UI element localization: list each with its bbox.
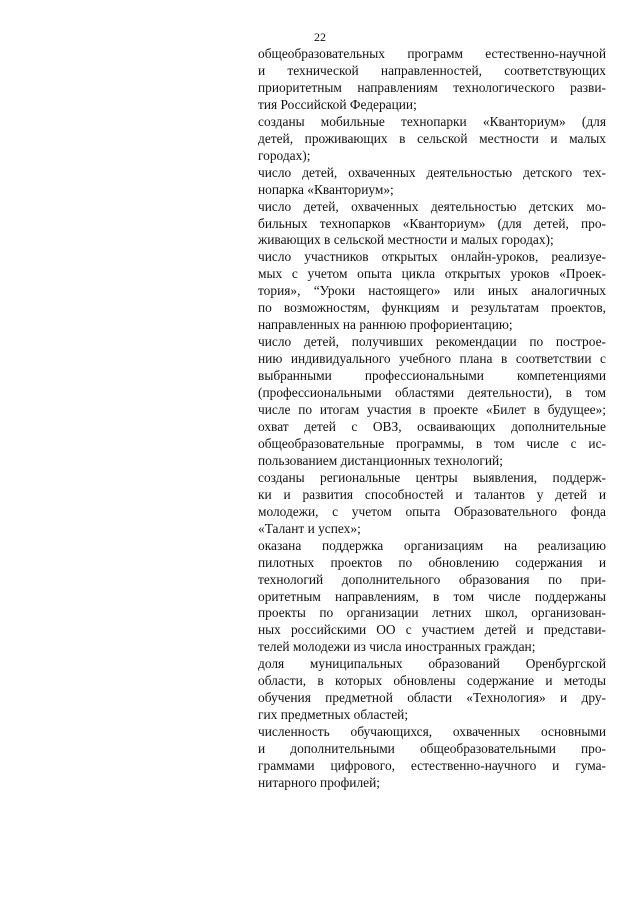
text-line: ки и развития способностей и талантов у детей и xyxy=(258,486,606,502)
text-line: созданы региональные центры выявления, поддерж- xyxy=(258,469,606,485)
text-line: нию индивидуального учебного плана в соответствии с xyxy=(258,351,606,367)
document-text-column xyxy=(258,46,606,792)
text-line: молодежи, с учетом опыта Образовательного фонда xyxy=(258,503,606,519)
text-line: живающих в сельской местности и малых городах); xyxy=(258,232,554,248)
text-line: оказана поддержка организациям на реализацию xyxy=(258,537,606,553)
text-line: направленных на раннюю профориентацию; xyxy=(258,317,513,333)
text-line: бильных технопарков «Кванториум» (для детей, про- xyxy=(258,215,606,231)
text-line: ных российскими ОО с участием детей и представи- xyxy=(258,622,606,638)
text-line: городах); xyxy=(258,147,311,163)
text-line: мых с учетом опыта цикла открытых уроков «Проек- xyxy=(258,266,606,282)
text-line: число детей, охваченных деятельностью детского тех- xyxy=(258,164,606,180)
text-line: тория», “Уроки настоящего» или иных аналогичных xyxy=(258,283,606,299)
text-line: тия Российской Федерации; xyxy=(258,96,417,112)
text-line: общеобразовательных программ естественно-научной xyxy=(258,46,606,61)
text-line: численность обучающихся, охваченных основными xyxy=(258,724,606,740)
text-line: нитарного профилей; xyxy=(258,774,380,790)
text-line: охват детей с ОВЗ, осваивающих дополнительные xyxy=(258,418,606,434)
text-line: числе по итогам участия в проекте «Билет в будущее»; xyxy=(258,402,606,418)
text-line: оритетным направлениям, в том числе поддержаны xyxy=(258,588,606,604)
text-line: проекты по организации летних школ, организован- xyxy=(258,605,606,621)
text-line: выбранными профессиональными компетенциями xyxy=(258,368,606,384)
text-line: по возможностям, функциям и результатам проектов, xyxy=(258,300,606,316)
text-line: технологий дополнительного образования по при- xyxy=(258,571,606,587)
text-line: гих предметных областей; xyxy=(258,707,409,723)
text-line: и дополнительными общеобразовательными про- xyxy=(258,741,606,757)
text-line: обучения предметной области «Технология» и дру- xyxy=(258,690,606,706)
text-line: число участников открытых онлайн-уроков, реализуе- xyxy=(258,249,606,265)
page-number: 22 xyxy=(314,30,326,44)
text-line: общеобразовательные программы, в том числе с ис- xyxy=(258,435,606,451)
text-line: приоритетным направлениям технологического разви- xyxy=(258,79,606,95)
text-line: «Талант и успех»; xyxy=(258,520,361,536)
text-line: доля муниципальных образований Оренбургской xyxy=(258,656,606,672)
text-line: число детей, получивших рекомендации по построе- xyxy=(258,334,606,350)
text-line: созданы мобильные технопарки «Кванториум» (для xyxy=(258,113,606,129)
text-line: области, в которых обновлены содержание и методы xyxy=(258,673,606,689)
text-line: пилотных проектов по обновлению содержания и xyxy=(258,554,606,570)
text-line: граммами цифрового, естественно-научного и гума- xyxy=(258,758,606,774)
text-line: число детей, охваченных деятельностью детских мо- xyxy=(258,198,606,214)
text-line: нопарка «Кванториум»; xyxy=(258,181,394,197)
text-line: (профессиональными областями деятельности), в том xyxy=(258,385,606,401)
text-line: детей, проживающих в сельской местности и малых xyxy=(258,130,606,146)
text-line: пользованием дистанционных технологий; xyxy=(258,452,503,468)
text-line: телей молодежи из числа иностранных граждан; xyxy=(258,639,536,655)
text-line: и технической направленностей, соответствующих xyxy=(258,62,606,78)
